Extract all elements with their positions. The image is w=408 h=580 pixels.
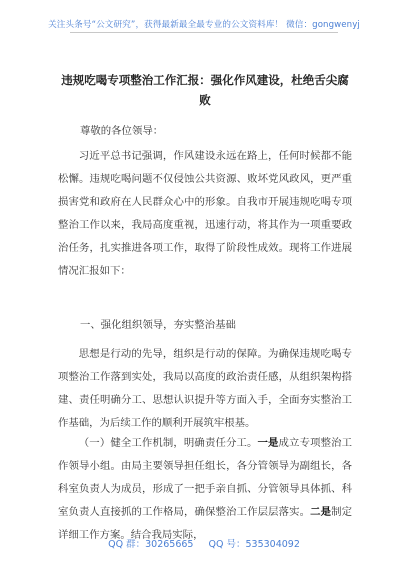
second-label: 二是 bbox=[310, 506, 332, 518]
footer-qq-number: QQ 号：535304092 bbox=[208, 539, 300, 550]
header-divider bbox=[70, 32, 338, 33]
footer-contact bbox=[0, 536, 408, 550]
footer-qq-group: QQ 群：30265665 bbox=[108, 539, 194, 550]
document-title: 违规吃喝专项整治工作汇报：强化作风建设，杜绝舌尖腐败 bbox=[61, 73, 349, 107]
first-label: 一是 bbox=[257, 437, 279, 449]
section-heading: 一、强化组织领导，夯实整治基础 bbox=[80, 319, 236, 331]
subsection-lead: （一）健全工作机制，明确责任分工。 bbox=[78, 437, 258, 449]
header-banner: 关注头条号“公文研究”，获得最新最全最专业的公文资料库！ 微信：gongwenyj bbox=[48, 20, 360, 30]
subsection-paragraph bbox=[58, 432, 352, 547]
first-text: 成立专项整治工作领导小组。由局主要领导担任组长，各分管领导为副组长，各科室负责人为成员，形成了一把手亲自抓、分管领导具体抓、科室负责人直接抓的工作格局，确保整治工作层层落实。 bbox=[58, 437, 353, 518]
salutation: 尊敬的各位领导： bbox=[80, 125, 164, 137]
intro-paragraph: 习近平总书记强调，作风建设永远在路上，任何时候都不能松懈。违规吃喝问题不仅侵蚀公共资源、败坏党风政风，更严重损害党和政府在人民群众心中的形象。自我市开展违规吃喝专项整治工作以来，我局高度重视，迅速行动，将其作为一项重要政治任务，扎实推进各项工作，取得了阶段性成效。现将工作进展情况汇报如下： bbox=[58, 150, 352, 277]
section-paragraph: 思想是行动的先导，组织是行动的保障。为确保违规吃喝专项整治工作落到实处，我局以高度的政治责任感，从组织架构搭建、责任明确分工、思想认识提升等方面入手，全面夯实整治工作基础，为后续工作的顺利开展筑牢根基。 bbox=[58, 348, 352, 429]
second-text: 制定详细工作方案。结合我局实际， bbox=[58, 506, 353, 541]
